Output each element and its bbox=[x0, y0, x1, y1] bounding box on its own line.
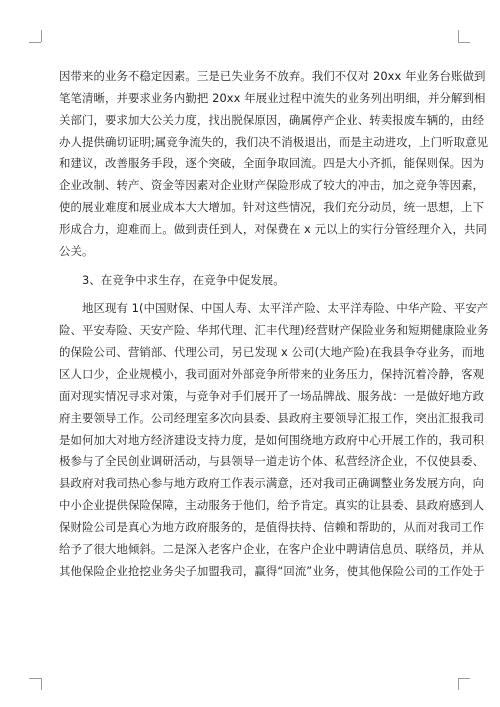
text-line: 企业改制、转产、资金等因素对企业财产保险形成了较大的冲击，加之竞争等因素， bbox=[59, 178, 485, 193]
text-line: 因带来的业务不稳定因素。三是已失业务不放弃。我们不仅对 20xx 年业务台账做到 bbox=[59, 69, 486, 83]
text-line: 地区现有 1(中国财保、中国人寿、太平洋产险、太平洋寿险、中华产险、平安产 bbox=[82, 301, 489, 316]
text-line: 3、在竞争中求生存，在竞争中促发展。 bbox=[82, 272, 285, 287]
paragraph bbox=[59, 66, 489, 263]
text-line: 是如何加大对地方经济建设支持力度，是如何围绕地方政府中心开展工作的，我司积 bbox=[59, 432, 485, 447]
text-line: 中小企业提供保险保障，主动服务于他们，给予肯定。真实的让县委、县政府感到人 bbox=[59, 498, 485, 513]
text-line: 笔笔清晰，并要求业务内勤把 20xx 年展业过程中流失的业务列出明细，并分解到相 bbox=[59, 90, 486, 105]
text-line: 县政府对我司热心参与地方政府工作表示满意，还对我司正确调整业务发展方向，向 bbox=[59, 476, 485, 491]
paragraph bbox=[59, 298, 489, 582]
paragraph-spacer bbox=[59, 291, 443, 298]
text-line: 和建议，改善服务手段，逐个突破，全面争取回流。四是大小齐抓，能保则保。因为 bbox=[59, 156, 485, 171]
paragraph-spacer bbox=[59, 263, 443, 270]
text-line: 关部门，要求加大公关力度，找出脱保原因，确属停产企业、转卖报废车辆的，由经 bbox=[59, 112, 485, 127]
text-line: 的保险公司、营销部、代理公司，另已发现 x 公司(大地产险)在我县争夺业务，而地 bbox=[59, 345, 485, 360]
text-line: 区人口少，企业规模小，我司面对外部竞争所带来的业务压力，保持沉着冷静，客观 bbox=[59, 366, 485, 381]
text-line: 面对现实情况寻求对策，与竞争对手们展开了一场品牌战、服务战：一是做好地方政 bbox=[59, 388, 485, 403]
text-line: 其他保险企业抢挖业务尖子加盟我司，赢得“回流”业务，使其他保险公司的工作处于 bbox=[59, 563, 485, 578]
text-line: 办人提供确切证明;属竞争流失的，我们决不消极退出，而是主动进攻，上门听取意见 bbox=[59, 134, 489, 149]
paragraph bbox=[59, 270, 443, 292]
text-line: 形成合力，迎难而上。做到责任到人，对保费在 x 元以上的实行分管经理介入，共同 bbox=[59, 221, 487, 236]
text-line: 险、平安寿险、天安产险、华邦代理、汇丰代理)经营财产保险业务和短期健康险业务 bbox=[59, 323, 489, 338]
document-body bbox=[59, 66, 489, 582]
text-line: 给予了很大地倾斜。二是深入老客户企业，在客户企业中聘请信息员、联络员，并从 bbox=[59, 541, 485, 556]
text-line: 公关。 bbox=[59, 243, 94, 258]
text-line: 府主要领导工作。公司经理室多次向县委、县政府主要领导汇报工作，突出汇报我司 bbox=[59, 410, 485, 425]
text-line: 使的展业难度和展业成本大大增加。针对这些情况，我们充分动员，统一思想，上下 bbox=[59, 200, 485, 215]
text-line: 极参与了全民创业调研活动，与县领导一道走访个体、私营经济企业，不仅使县委、 bbox=[59, 454, 485, 469]
text-line: 保财险公司是真心为地方政府服务的，是值得扶持、信赖和帮助的，从而对我司工作 bbox=[59, 519, 485, 534]
